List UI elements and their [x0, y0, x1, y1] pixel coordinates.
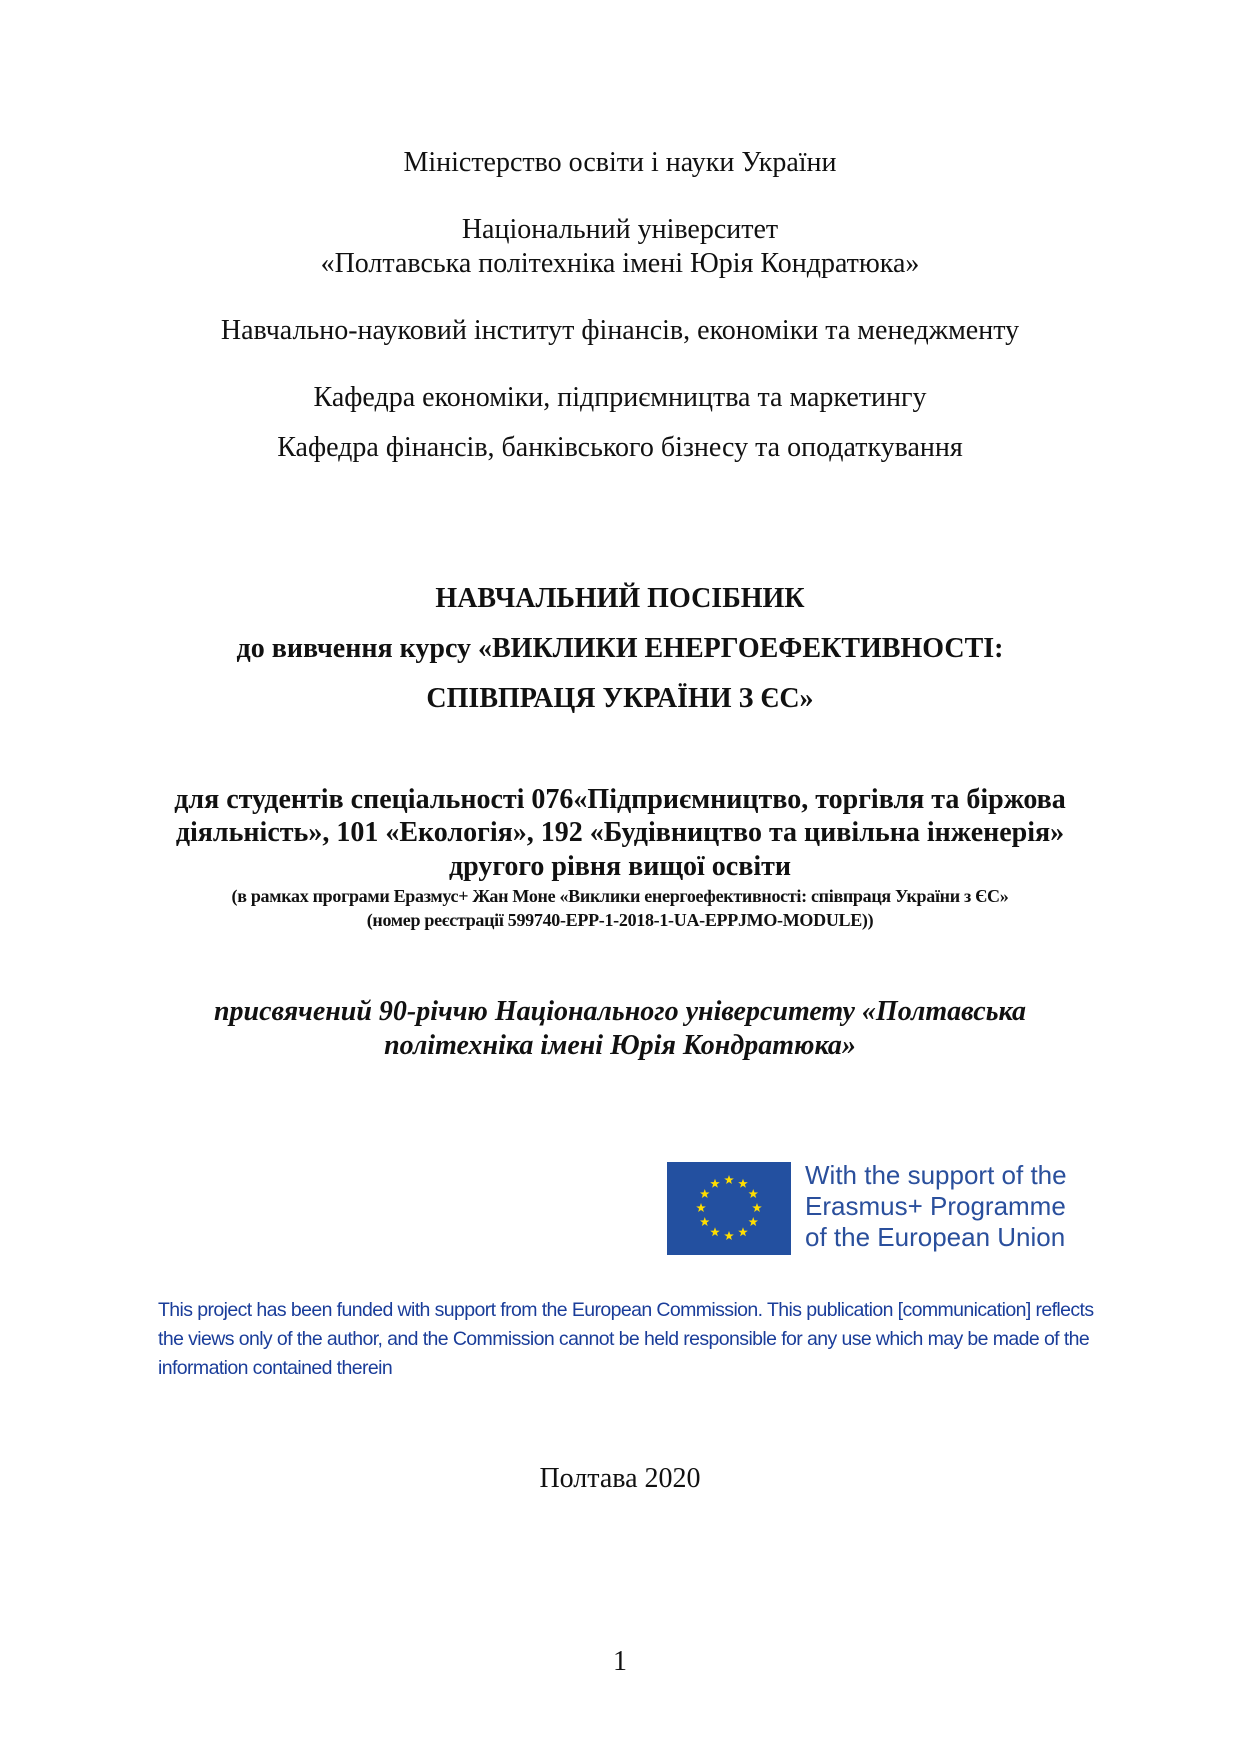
eu-star-icon — [738, 1179, 748, 1188]
eu-star-icon — [710, 1227, 720, 1236]
audience-line-3: другого рівня вищої освіти — [448, 851, 792, 882]
page-number: 1 — [613, 1646, 627, 1677]
eu-star-icon — [700, 1189, 710, 1198]
place-year: Полтава 2020 — [539, 1463, 701, 1494]
audience-line-1: для студентів спеціальності 076«Підприємництво, торгівля та біржова — [174, 784, 1066, 815]
eu-line-2: Erasmus+ Programme — [805, 1191, 1066, 1221]
registration-number: (номер реєстрації 599740-EPP-1-2018-1-UA-EPPJMO-MODULE)) — [366, 910, 874, 930]
eu-line-3: of the European Union — [805, 1222, 1066, 1252]
eu-star-icon — [738, 1227, 748, 1236]
dedication-1: присвячений 90-річчю Національного університету «Полтавська — [213, 996, 1027, 1027]
eu-star-icon — [710, 1179, 720, 1188]
course-title-1: до вивчення курсу «ВИКЛИКИ ЕНЕРГОЕФЕКТИВНОСТІ: — [236, 633, 1004, 664]
eu-star-icon — [696, 1203, 706, 1212]
eu-star-icon — [749, 1217, 759, 1226]
course-title-2: СПІВПРАЦЯ УКРАЇНИ З ЄС» — [426, 683, 814, 714]
dedication-2: політехніка імені Юрія Кондратюка» — [384, 1030, 856, 1061]
eu-line-1: With the support of the — [805, 1160, 1067, 1190]
department-finance: Кафедра фінансів, банківського бізнесу та оподаткування — [277, 432, 963, 463]
program-note: (в рамках програми Еразмус+ Жан Моне «Виклики енергоефективності: співпраця України з ЄС» — [231, 886, 1009, 906]
eu-star-icon — [700, 1217, 710, 1226]
doc-type-title: НАВЧАЛЬНИЙ ПОСІБНИК — [435, 583, 805, 614]
ministry: Міністерство освіти і науки України — [403, 147, 837, 178]
disclaimer: This project has been funded with support from the European Commission. This publication [communication] reflects the views only of the author, and the Commission cannot be held responsible for any use which may be made of the information contained therein — [158, 1299, 1094, 1379]
university-name: Національний університет — [461, 214, 779, 245]
eu-star-icon — [749, 1189, 759, 1198]
eu-flag-icon — [667, 1162, 791, 1255]
eu-star-icon — [724, 1175, 734, 1184]
eu-star-icon — [752, 1203, 762, 1212]
institute: Навчально-науковий інститут фінансів, економіки та менеджменту — [220, 315, 1020, 346]
erasmus-support-text — [805, 1160, 1067, 1253]
university-name-full: «Полтавська політехніка імені Юрія Кондратюка» — [320, 248, 920, 279]
audience-line-2: діяльність», 101 «Екологія», 192 «Будівництво та цивільна інженерія» — [175, 817, 1065, 848]
department-economics: Кафедра економіки, підприємництва та маркетингу — [313, 382, 927, 413]
eu-star-icon — [724, 1231, 734, 1240]
